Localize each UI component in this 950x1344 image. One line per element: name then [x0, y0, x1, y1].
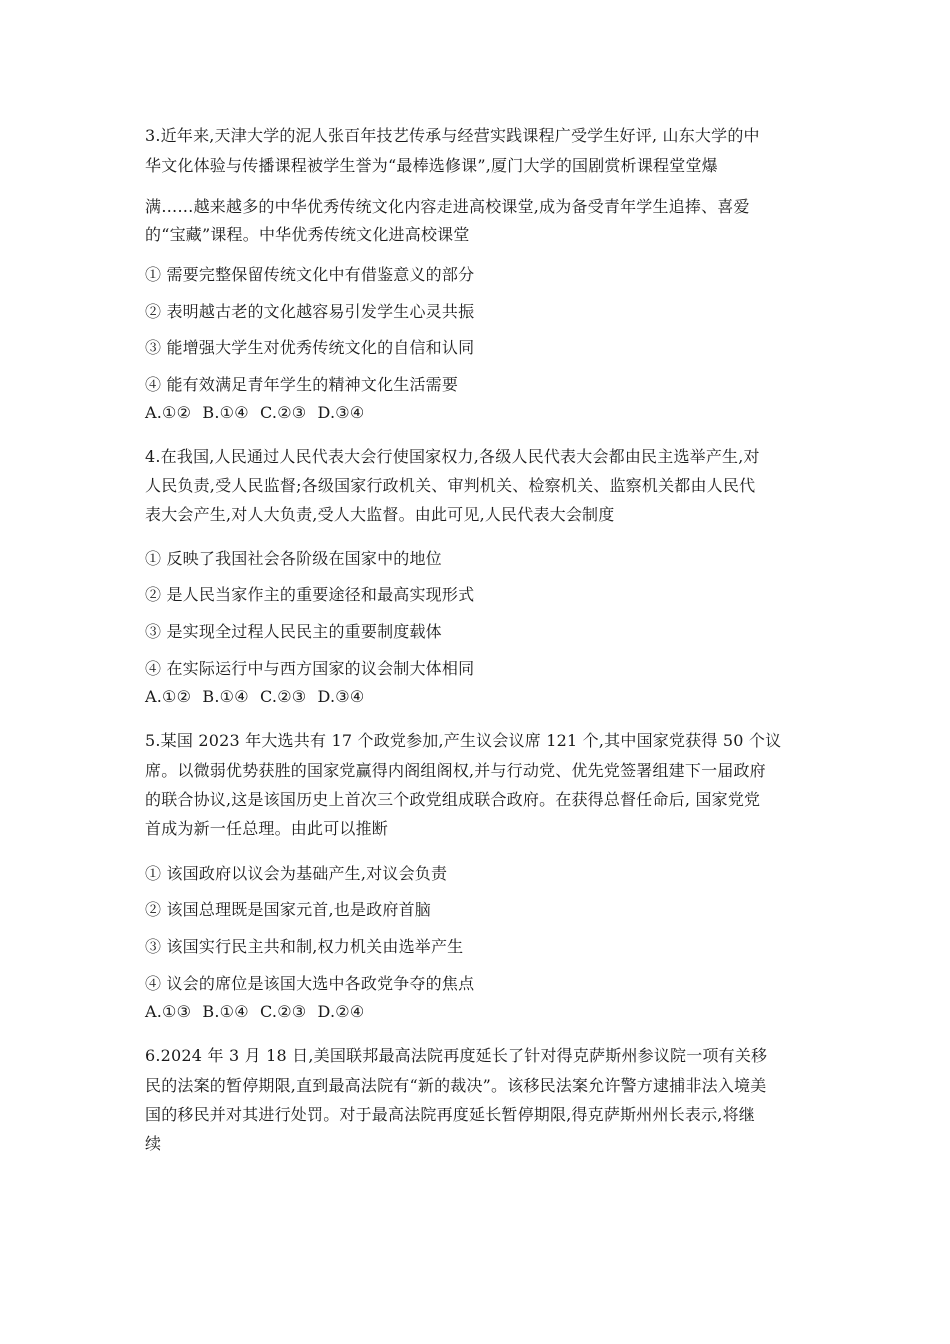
question-4-stem-line-1: 4.在我国,人民通过人民代表大会行使国家权力,各级人民代表大会都由民主选举产生,对 [145, 447, 760, 466]
question-3-stem-line-2: 华文化体验与传播课程被学生誉为“最棒选修课”,厦门大学的国剧赏析课程堂堂爆 [145, 156, 718, 175]
question-3-answer-choices: A.①② B.①④ C.②③ D.③④ [145, 403, 365, 422]
question-5-option-4: ④ 议会的席位是该国大选中各政党争夺的焦点 [145, 974, 475, 993]
question-3-stem-line-3: 满……越来越多的中华优秀传统文化内容走进高校课堂,成为备受青年学生追捧、喜爱 [145, 197, 750, 216]
question-5-answer-choices: A.①③ B.①④ C.②③ D.②④ [145, 1002, 365, 1021]
question-6-stem-line-1: 6.2024 年 3 月 18 日,美国联邦最高法院再度延长了针对得克萨斯州参议院一项有关移 [145, 1046, 768, 1065]
question-3-option-4: ④ 能有效满足青年学生的精神文化生活需要 [145, 375, 459, 394]
question-3-stem-line-1: 3.近年来,天津大学的泥人张百年技艺传承与经营实践课程广受学生好评, 山东大学的中 [145, 126, 760, 145]
question-4-stem-line-2: 人民负责,受人民监督;各级国家行政机关、审判机关、检察机关、监察机关都由人民代 [145, 476, 756, 495]
question-5-stem-line-2: 席。以微弱优势获胜的国家党赢得内阁组阁权,并与行动党、优先党签署组建下一届政府 [145, 761, 766, 780]
question-4-option-4: ④ 在实际运行中与西方国家的议会制大体相同 [145, 659, 475, 678]
question-4-answer-choices: A.①② B.①④ C.②③ D.③④ [145, 687, 365, 706]
question-5-stem-line-3: 的联合协议,这是该国历史上首次三个政党组成联合政府。在获得总督任命后, 国家党党 [145, 790, 761, 809]
question-6-stem-line-4: 续 [145, 1134, 162, 1153]
question-5-option-2: ② 该国总理既是国家元首,也是政府首脑 [145, 900, 431, 919]
question-6-stem-line-2: 民的法案的暂停期限,直到最高法院有“新的裁决”。该移民法案允许警方逮捕非法入境美 [145, 1076, 767, 1095]
question-3-option-2: ② 表明越古老的文化越容易引发学生心灵共振 [145, 302, 475, 321]
question-5-stem-line-1: 5.某国 2023 年大选共有 17 个政党参加,产生议会议席 121 个,其中国家党获得 50 个议 [145, 731, 782, 750]
question-3-stem-line-4: 的“宝藏”课程。中华优秀传统文化进高校课堂 [145, 225, 470, 244]
question-4-option-2: ② 是人民当家作主的重要途径和最高实现形式 [145, 585, 475, 604]
question-4-option-1: ① 反映了我国社会各阶级在国家中的地位 [145, 549, 442, 568]
question-6-stem-line-3: 国的移民并对其进行处罚。对于最高法院再度延长暂停期限,得克萨斯州州长表示,将继 [145, 1105, 755, 1124]
question-3-option-1: ① 需要完整保留传统文化中有借鉴意义的部分 [145, 265, 475, 284]
question-5-stem-line-4: 首成为新一任总理。由此可以推断 [145, 819, 389, 838]
question-4-stem-line-3: 表大会产生,对人大负责,受人大监督。由此可见,人民代表大会制度 [145, 505, 615, 524]
question-3-option-3: ③ 能增强大学生对优秀传统文化的自信和认同 [145, 338, 475, 357]
question-5-option-3: ③ 该国实行民主共和制,权力机关由选举产生 [145, 937, 464, 956]
question-5-option-1: ① 该国政府以议会为基础产生,对议会负责 [145, 864, 448, 883]
question-4-option-3: ③ 是实现全过程人民民主的重要制度载体 [145, 622, 442, 641]
